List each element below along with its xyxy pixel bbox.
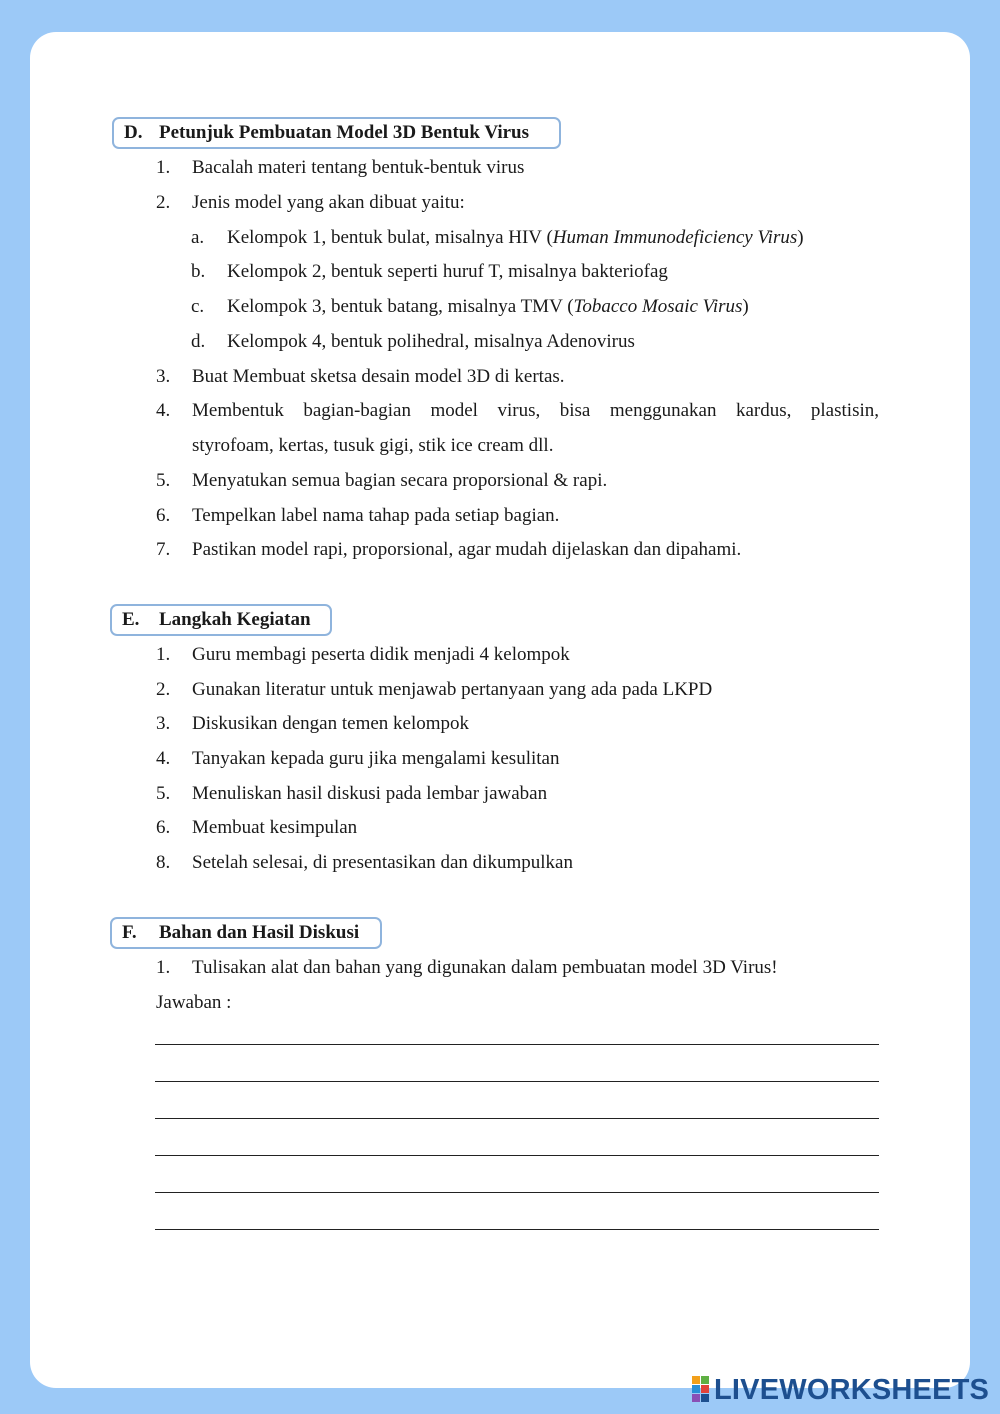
section-f-letter: F. (122, 922, 137, 943)
answer-line[interactable] (155, 1192, 879, 1193)
item-number: 1. (156, 957, 171, 978)
liveworksheets-logo (692, 1376, 989, 1404)
item-text: Diskusikan dengan temen kelompok (192, 713, 470, 734)
section-f-title: Bahan dan Hasil Diskusi (159, 922, 360, 943)
item-text: Menuliskan hasil diskusi pada lembar jawaban (192, 783, 548, 804)
item-number: 4. (156, 400, 171, 421)
liveworksheets-logo-icon (692, 1376, 710, 1402)
subitem-letter: c. (191, 296, 205, 317)
section-e-letter: E. (122, 609, 140, 630)
item-number: 1. (156, 157, 171, 178)
answer-label: Jawaban : (156, 992, 232, 1013)
item-number: 5. (156, 783, 171, 804)
answer-line[interactable] (155, 1044, 879, 1045)
subitem-letter: b. (191, 261, 206, 282)
item-number: 6. (156, 817, 171, 838)
answer-line[interactable] (155, 1081, 879, 1082)
subitem-text: Kelompok 1, bentuk bulat, misalnya HIV (Human Immunodeficiency Virus) (227, 227, 804, 248)
answer-line[interactable] (155, 1229, 879, 1230)
item-text-continued: styrofoam, kertas, tusuk gigi, stik ice cream dll. (192, 435, 554, 456)
item-text: Membentuk bagian-bagian model virus, bisa menggunakan kardus, plastisin, (192, 400, 879, 421)
subitem-letter: a. (191, 227, 205, 248)
item-text: Tanyakan kepada guru jika mengalami kesulitan (192, 748, 560, 769)
item-number: 6. (156, 505, 171, 526)
item-number: 2. (156, 679, 171, 700)
item-text: Pastikan model rapi, proporsional, agar mudah dijelaskan dan dipahami. (192, 539, 742, 560)
section-f-heading (110, 917, 382, 949)
section-d-letter: D. (124, 122, 143, 143)
item-number: 3. (156, 713, 171, 734)
liveworksheets-logo-text: LIVEWORKSHEETS (714, 1374, 990, 1406)
subitem-letter: d. (191, 331, 206, 352)
item-number: 8. (156, 852, 171, 873)
answer-line[interactable] (155, 1118, 879, 1119)
item-text: Menyatukan semua bagian secara proporsional & rapi. (192, 470, 608, 491)
subitem-text: Kelompok 4, bentuk polihedral, misalnya Adenovirus (227, 331, 635, 352)
item-text: Buat Membuat sketsa desain model 3D di kertas. (192, 366, 565, 387)
item-number: 1. (156, 644, 171, 665)
section-e-heading (110, 604, 332, 636)
d-item-4-continued (192, 435, 553, 457)
section-e-title: Langkah Kegiatan (159, 609, 311, 630)
item-text: Setelah selesai, di presentasikan dan dikumpulkan (192, 852, 573, 873)
item-number: 5. (156, 470, 171, 491)
item-text: Bacalah materi tentang bentuk-bentuk virus (192, 157, 525, 178)
item-number: 7. (156, 539, 171, 560)
item-number: 2. (156, 192, 171, 213)
item-number: 3. (156, 366, 171, 387)
item-text: Tempelkan label nama tahap pada setiap bagian. (192, 505, 560, 526)
item-text: Membuat kesimpulan (192, 817, 358, 838)
item-text: Gunakan literatur untuk menjawab pertanyaan yang ada pada LKPD (192, 679, 713, 700)
section-d-title: Petunjuk Pembuatan Model 3D Bentuk Virus (159, 122, 530, 143)
item-text: Jenis model yang akan dibuat yaitu: (192, 192, 465, 213)
item-text: Tulisakan alat dan bahan yang digunakan dalam pembuatan model 3D Virus! (192, 957, 778, 978)
answer-line[interactable] (155, 1155, 879, 1156)
subitem-text: Kelompok 2, bentuk seperti huruf T, misalnya bakteriofag (227, 261, 668, 282)
subitem-text: Kelompok 3, bentuk batang, misalnya TMV (Tobacco Mosaic Virus) (227, 296, 749, 317)
item-text: Guru membagi peserta didik menjadi 4 kelompok (192, 644, 570, 665)
section-d-heading (112, 117, 561, 149)
item-number: 4. (156, 748, 171, 769)
